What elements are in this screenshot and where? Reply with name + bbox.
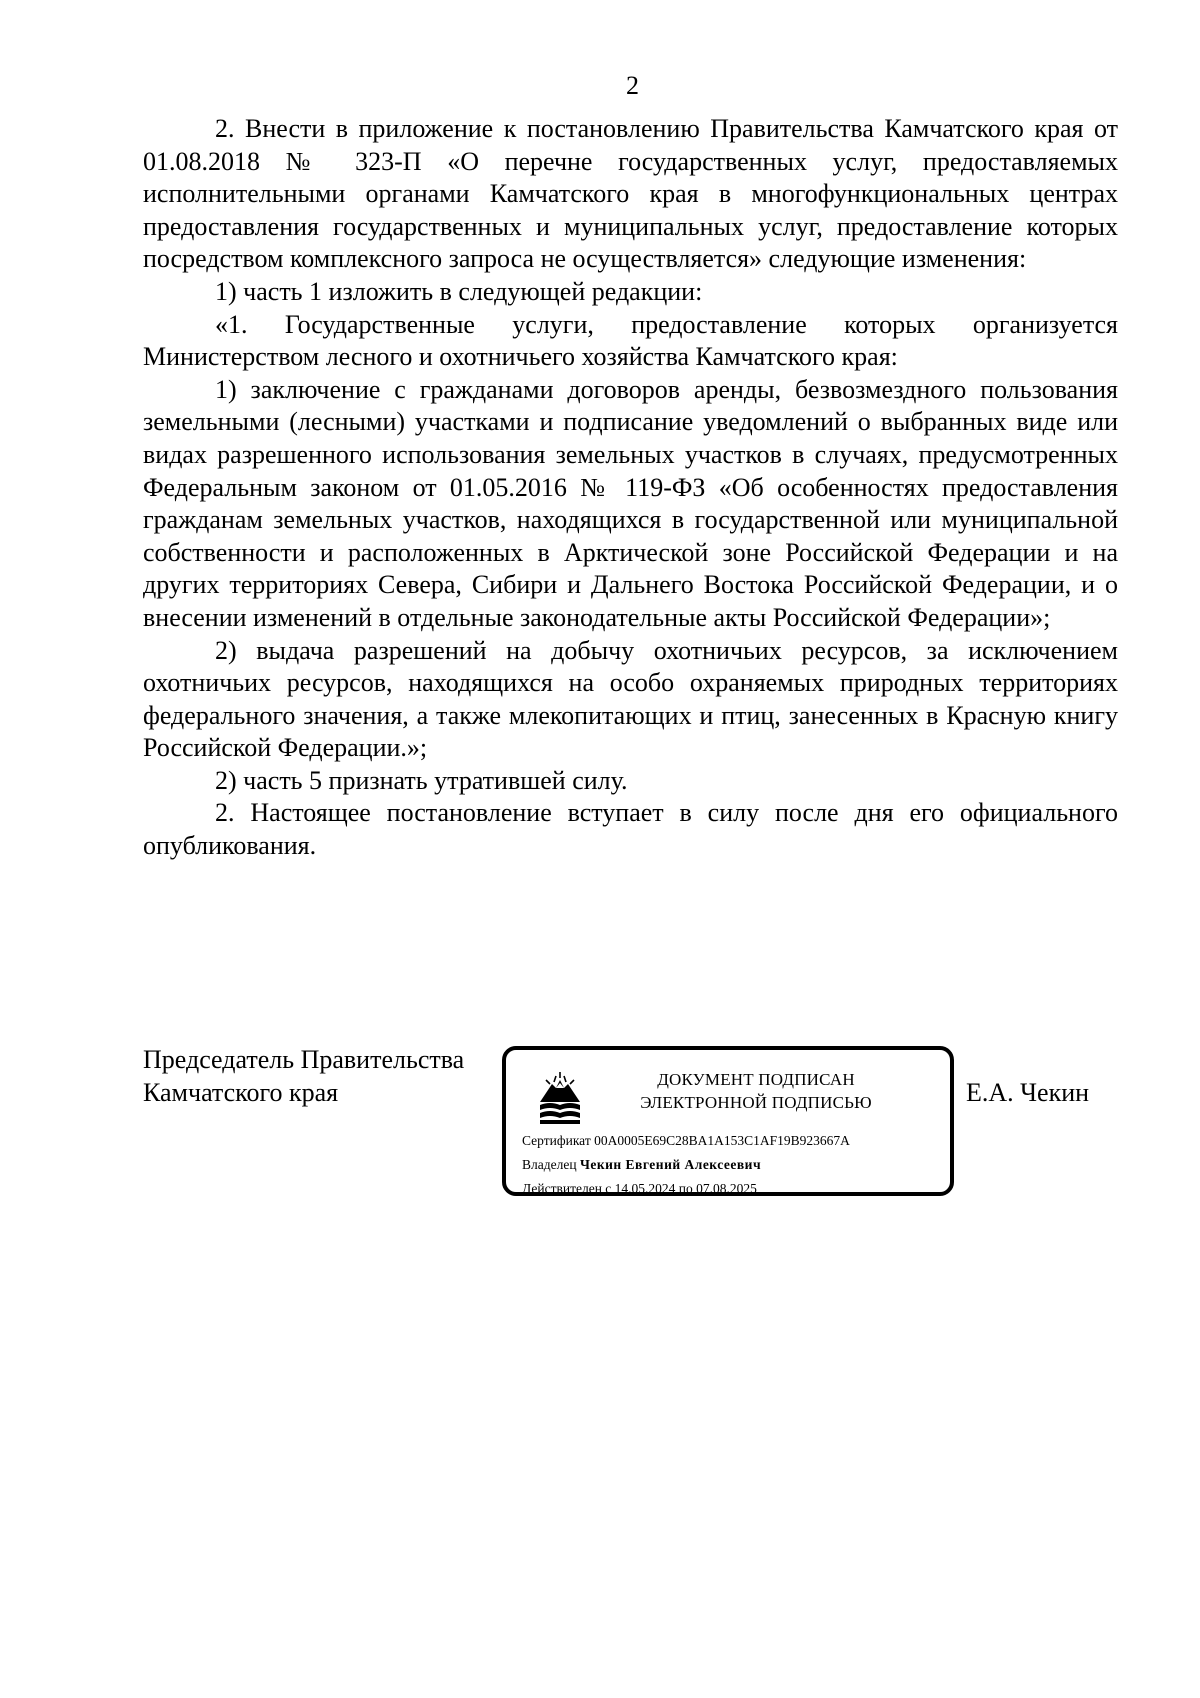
signer-title: [143, 1043, 464, 1109]
paragraph-part5-repeal: 2) часть 5 признать утратившей силу.: [215, 765, 628, 795]
electronic-signature-stamp: [502, 1046, 954, 1196]
stamp-header-line-1: ДОКУМЕНТ ПОДПИСАН: [657, 1070, 855, 1089]
stamp-validity-row: [522, 1177, 850, 1201]
certificate-label: Сертификат: [522, 1133, 591, 1148]
certificate-value: 00A0005E69C28BA1A153C1AF19B923667A: [594, 1133, 850, 1148]
paragraph-part1-new-wording: 1) часть 1 изложить в следующей редакции:: [215, 276, 703, 306]
stamp-owner-row: [522, 1153, 850, 1177]
valid-from-label: Действителен с: [522, 1181, 612, 1196]
stamp-header: [606, 1068, 906, 1114]
paragraph-effective-date: 2. Настоящее постановление вступает в силу после дня его официального опубликования.: [143, 798, 1118, 861]
stamp-header-line-2: ЭЛЕКТРОННОЙ ПОДПИСЬЮ: [640, 1093, 872, 1112]
valid-from-date: 14.05.2024: [614, 1181, 676, 1196]
signer-title-line-2: Камчатского края: [143, 1078, 339, 1107]
valid-to-label: по: [678, 1181, 693, 1196]
paragraph-amendment-intro: 2. Внести в приложение к постановлению Правительства Камчатского края от 01.08.2018 № 323-П «О перечне государственных услуг, предоставляемых исполнительными органами Камчатского края в многофункциональных центрах предоставления государственных и муниципальных услуг, предоставление которых посредством комплексного запроса не осуществляется» следующие изменения:: [143, 114, 1118, 274]
stamp-certificate-row: [522, 1129, 850, 1153]
owner-label: Владелец: [522, 1157, 577, 1172]
signer-name: Е.А. Чекин: [966, 1078, 1090, 1107]
valid-to-date: 07.08.2025: [696, 1181, 757, 1196]
paragraph-services-list-intro: «1. Государственные услуги, предоставление которых организуется Министерством лесного и охотничьего хозяйства Камчатского края:: [143, 309, 1118, 372]
document-body: [143, 113, 1118, 863]
paragraph-service-item-1: 1) заключение с гражданами договоров аренды, безвозмездного пользования земельными (лесными) участками и подписание уведомлений о выбранных виде или видах разрешенного использования земельных участков в случаях, предусмотренных Федеральным законом от 01.05.2016 № 119-ФЗ «Об особенностях предоставления гражданам земельных участков, находящихся в государственной или муниципальной собственности и расположенных в Арктической зоне Российской Федерации и на других территориях Севера, Сибири и Дальнего Востока Российской Федерации, и о внесении изменений в отдельные законодательные акты Российской Федерации»;: [143, 374, 1118, 632]
kamchatka-emblem-icon: [536, 1072, 584, 1128]
page-number: 2: [626, 71, 639, 100]
signer-title-line-1: Председатель Правительства: [143, 1045, 465, 1074]
paragraph-service-item-2: 2) выдача разрешений на добычу охотничьих ресурсов, за исключением охотничьих ресурсов, находящихся на особо охраняемых природных территориях федерального значения, а также млекопитающих и птиц, занесенных в Красную книгу Российской Федерации.»;: [143, 635, 1118, 763]
owner-value: Чекин Евгений Алексеевич: [579, 1157, 762, 1172]
stamp-details: [522, 1129, 850, 1201]
